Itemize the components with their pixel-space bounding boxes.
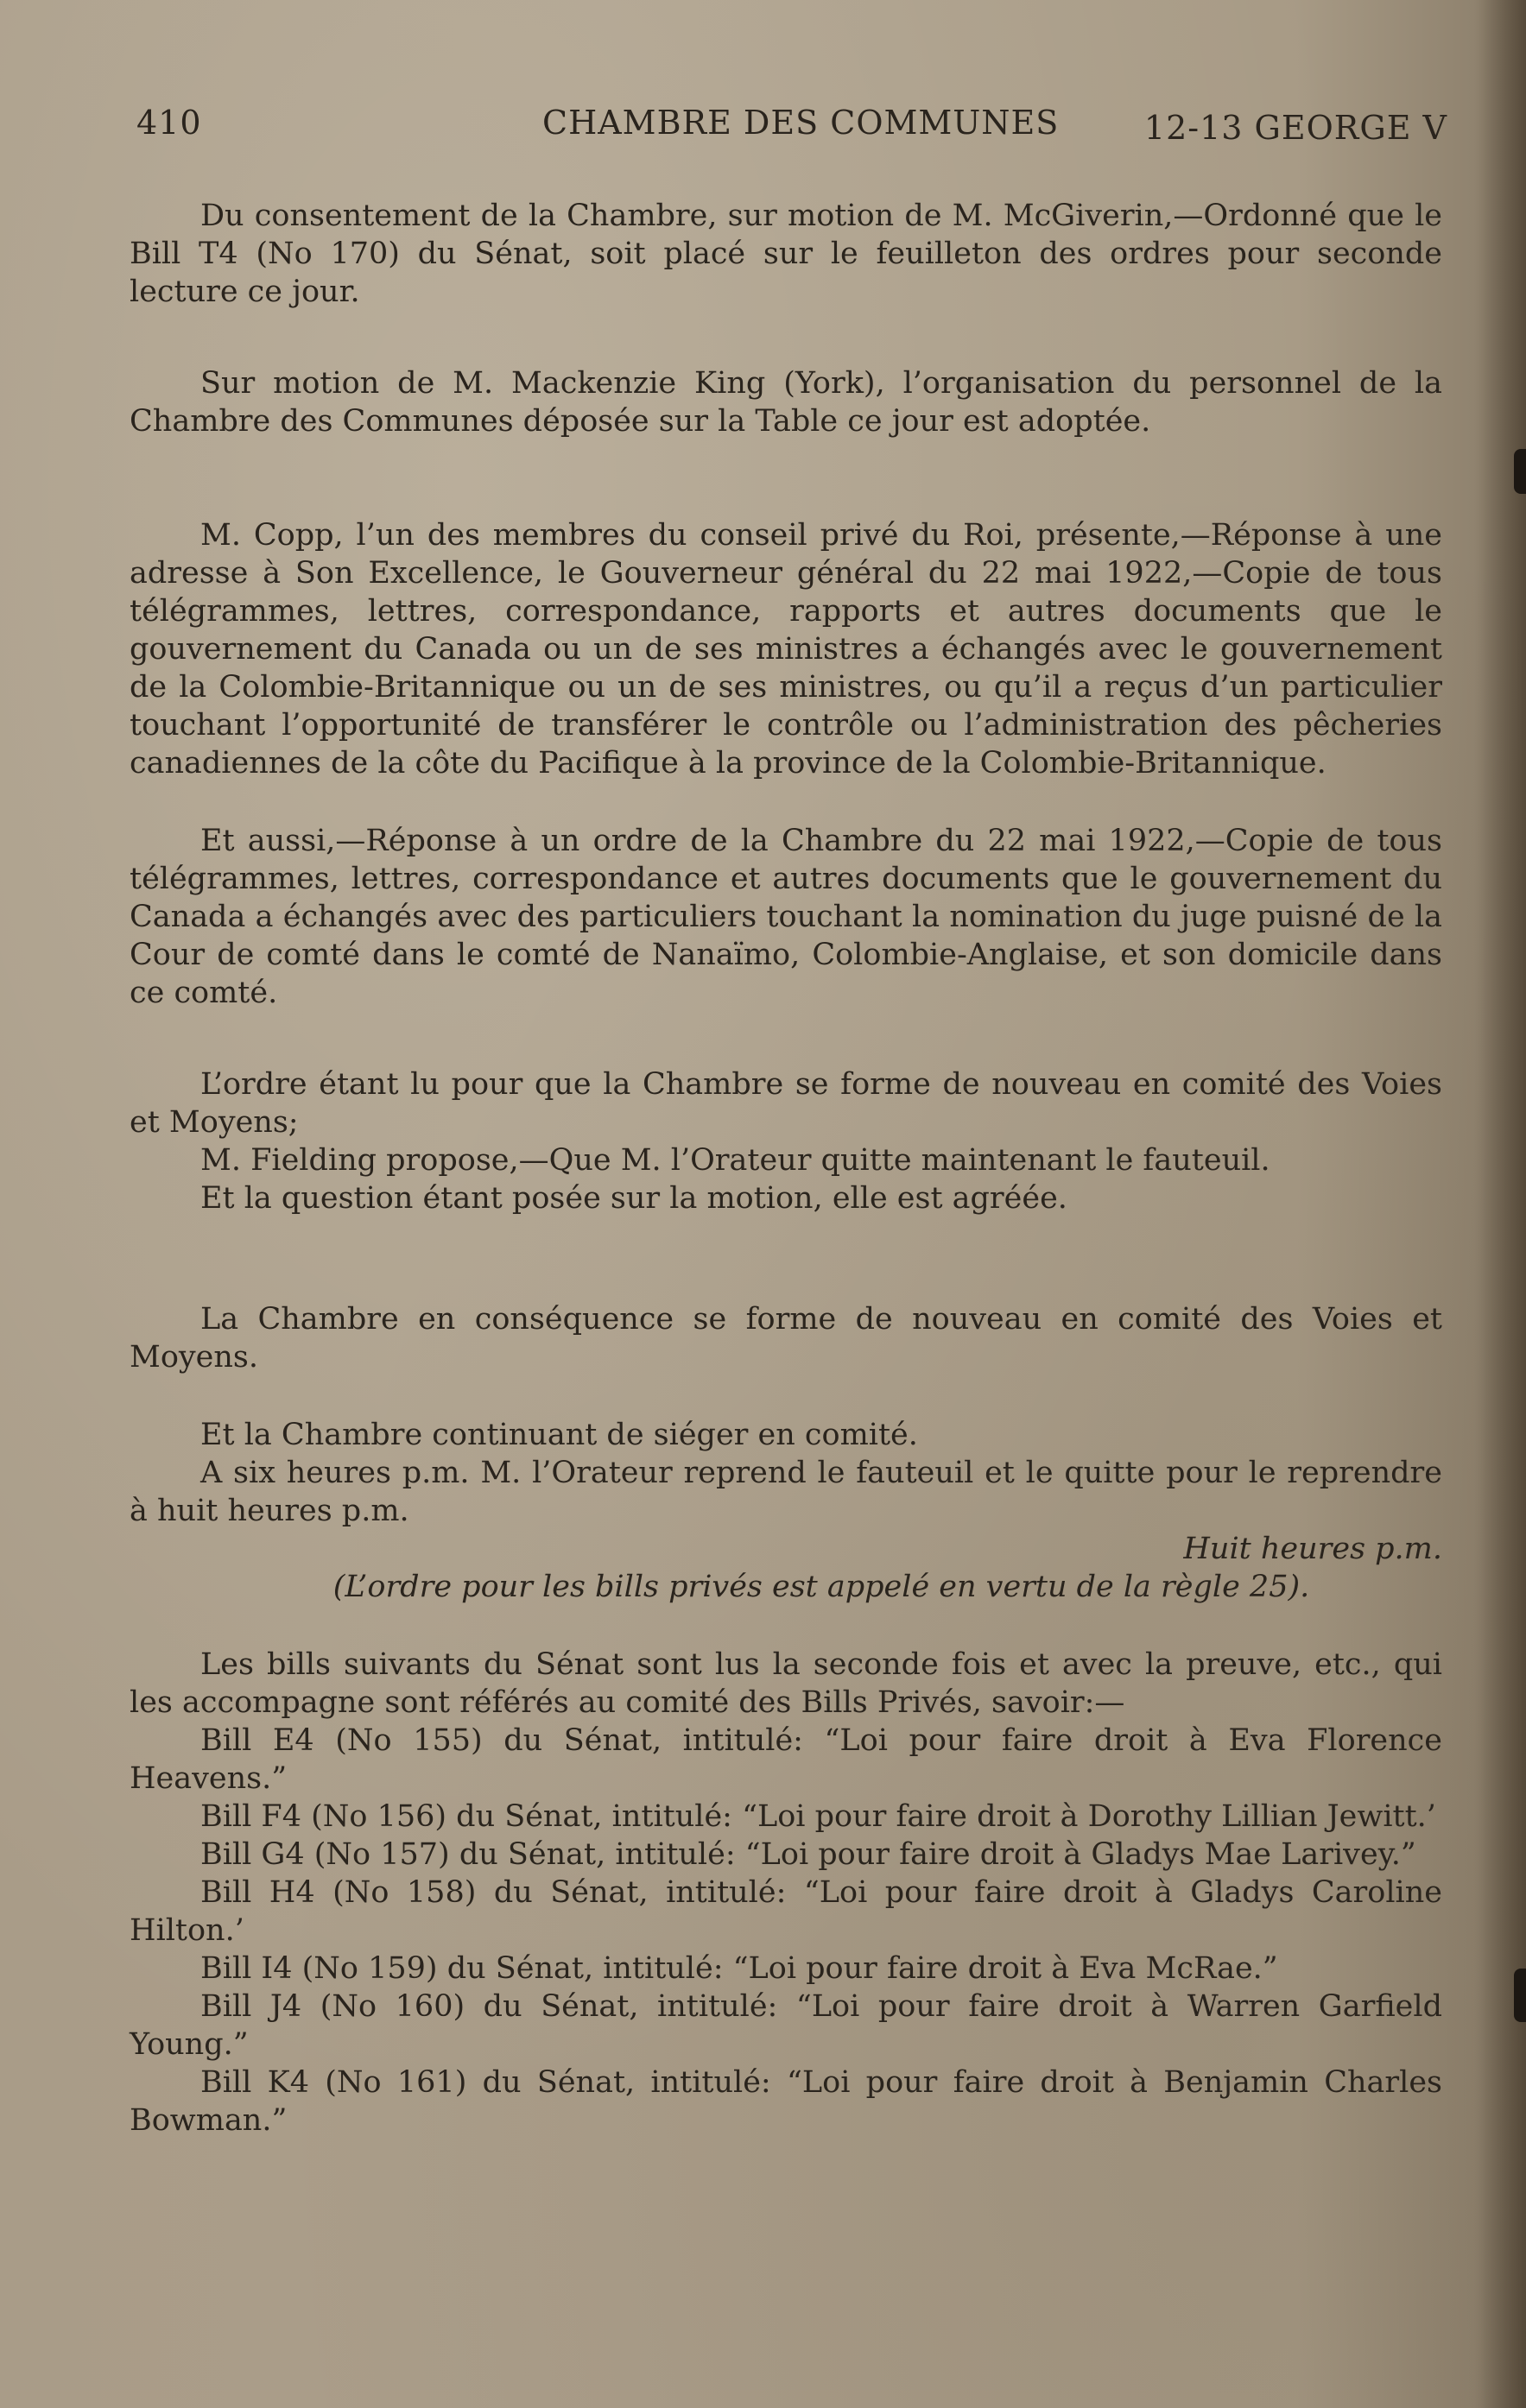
reign-heading: 12-13 GEORGE V bbox=[1143, 109, 1447, 147]
paragraph-copp-return: M. Copp, l’un des membres du conseil privé du Roi, présente,—Réponse à une adresse à Son Excellence, le Gouverneur général du 22 mai 1922,—Copie de tous télégrammes, lettres, correspondance, rapports et autres documents que le gouvernement du Canada ou un de ses ministres a échangés avec le gouvernement de la Colombie-Britannique ou un de ses ministres, ou qu’il a reçus d’un particulier touchant l’opportunité de transférer le contrôle ou l’administration des pêcheries canadiennes de la côte du Pacifique à la province de la Colombie-Britannique. bbox=[130, 518, 1442, 781]
chamber-title: CHAMBRE DES COMMUNES bbox=[542, 104, 1060, 142]
paragraph-committee-formed: La Chambre en conséquence se forme de nouveau en comité des Voies et Moyens. bbox=[130, 1302, 1442, 1375]
paragraph-mcgiverin-motion: Du consentement de la Chambre, sur motion de M. McGiverin,—Ordonné que le Bill T4 (No 170) du Sénat, soit placé sur le feuilleton des ordres pour seconde lecture ce jour. bbox=[130, 199, 1442, 309]
bill-entry: Bill H4 (No 158) du Sénat, intitulé: “Loi pour faire droit à Gladys Caroline Hilton.’ bbox=[130, 1875, 1442, 1948]
bill-entry: Bill G4 (No 157) du Sénat, intitulé: “Loi pour faire droit à Gladys Mae Larivey.” bbox=[200, 1837, 1416, 1872]
bill-entry: Bill K4 (No 161) du Sénat, intitulé: “Loi pour faire droit à Benjamin Charles Bowman.” bbox=[130, 2065, 1442, 2138]
bill-entry: Bill F4 (No 156) du Sénat, intitulé: “Loi pour faire droit à Dorothy Lillian Jewitt.’ bbox=[200, 1799, 1436, 1834]
bill-entry: Bill E4 (No 155) du Sénat, intitulé: “Loi pour faire droit à Eva Florence Heavens.” bbox=[130, 1723, 1442, 1796]
page-edge-shadow bbox=[1474, 0, 1526, 2408]
paragraph-fielding-motion: M. Fielding propose,—Que M. l’Orateur quitte maintenant le fauteuil. bbox=[200, 1143, 1270, 1178]
paragraph-ways-and-means-order: L’ordre étant lu pour que la Chambre se forme de nouveau en comité des Voies et Moyens; bbox=[130, 1067, 1442, 1140]
journal-body bbox=[130, 197, 1442, 2139]
paragraph-six-oclock: A six heures p.m. M. l’Orateur reprend le fauteuil et le quitte pour le reprendre à huit heures p.m. bbox=[130, 1456, 1442, 1528]
running-head bbox=[136, 104, 1447, 155]
bill-entry: Bill J4 (No 160) du Sénat, intitulé: “Loi pour faire droit à Warren Garfield Young.” bbox=[130, 1989, 1442, 2062]
binding-mark bbox=[1514, 1969, 1526, 2022]
binding-mark bbox=[1514, 449, 1526, 494]
paragraph-committee-sitting: Et la Chambre continuant de siéger en comité. bbox=[200, 1418, 918, 1452]
bills-intro: Les bills suivants du Sénat sont lus la seconde fois et avec la preuve, etc., qui les accompagne sont référés au comité des Bills Privés, savoir:— bbox=[130, 1647, 1442, 1720]
paragraph-question-agreed: Et la question étant posée sur la motion, elle est agréée. bbox=[200, 1181, 1067, 1216]
paragraph-nanaimo-return: Et aussi,—Réponse à un ordre de la Chambre du 22 mai 1922,—Copie de tous télégrammes, lettres, correspondance et autres documents que le gouvernement du Canada a échangés avec des particuliers touchant la nomination du juge puisné de la Cour de comté dans le comté de Nanaïmo, Colombie-Anglaise, et son domicile dans ce comté. bbox=[130, 824, 1442, 1010]
evening-time-heading: Huit heures p.m. bbox=[1183, 1532, 1442, 1566]
paragraph-mackenzie-king-motion: Sur motion de M. Mackenzie King (York), l’organisation du personnel de la Chambre des Communes déposée sur la Table ce jour est adoptée. bbox=[130, 366, 1442, 439]
page-number: 410 bbox=[136, 104, 202, 142]
private-bills-order-note: (L’ordre pour les bills privés est appelé en vertu de la règle 25). bbox=[332, 1570, 1310, 1604]
bill-entry: Bill I4 (No 159) du Sénat, intitulé: “Loi pour faire droit à Eva McRae.” bbox=[200, 1951, 1278, 1986]
